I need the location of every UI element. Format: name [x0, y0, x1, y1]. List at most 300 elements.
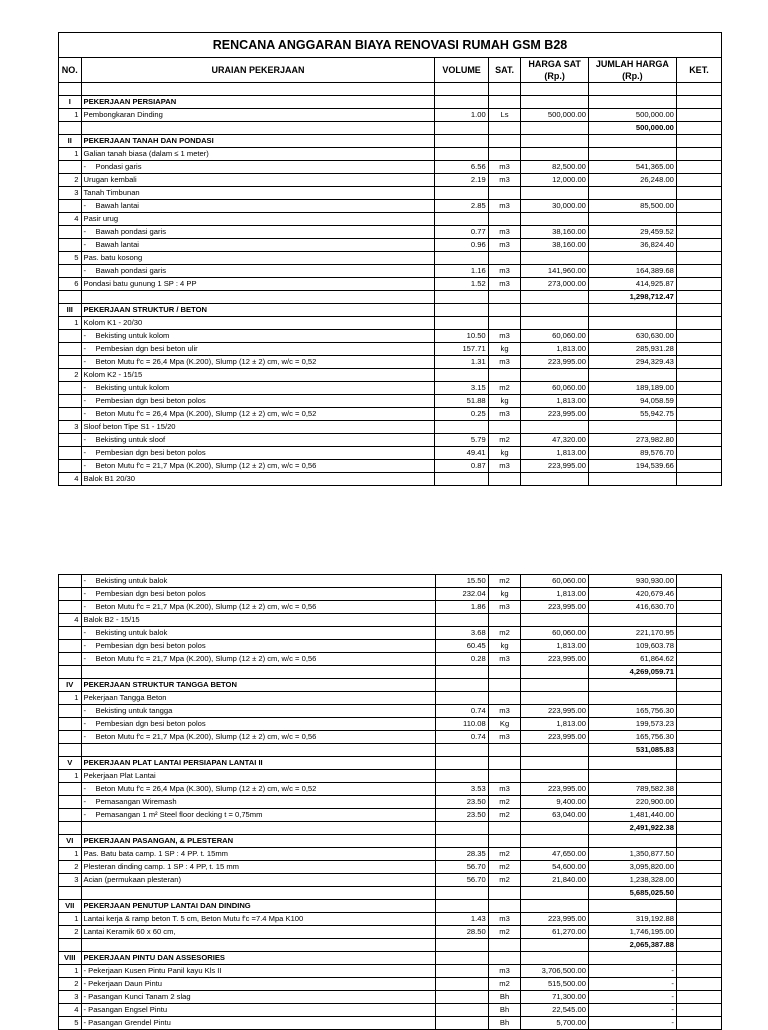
note-value: [676, 900, 721, 913]
unit-value: m3: [488, 653, 521, 666]
section-row: [59, 679, 722, 692]
total-price-value: [588, 187, 676, 200]
row-number: [59, 434, 82, 447]
table-row: [59, 148, 722, 161]
bullet-dash: -: [83, 227, 87, 236]
empty-cell: [521, 83, 589, 96]
total-price-value: 1,481,440.00: [588, 809, 676, 822]
unit-price-value: 223,995.00: [521, 408, 589, 421]
total-price-value: 1,746,195.00: [588, 926, 676, 939]
note-value: [676, 848, 721, 861]
bullet-dash: -: [83, 654, 87, 663]
work-description: [81, 187, 435, 200]
note-value: [676, 757, 721, 770]
total-price-value: [588, 770, 676, 783]
unit-price-value: [521, 148, 589, 161]
unit-price-value: 60,060.00: [521, 627, 589, 640]
note-value: [676, 627, 721, 640]
work-description: [81, 1017, 435, 1030]
volume-value: 232.04: [435, 588, 488, 601]
work-description: [81, 653, 435, 666]
note-value: [676, 226, 721, 239]
row-number: [59, 356, 82, 369]
table-row: [59, 965, 722, 978]
note-value: [676, 148, 721, 161]
bullet-dash: -: [83, 706, 87, 715]
sub-item-row: [59, 330, 722, 343]
total-price-value: [588, 900, 676, 913]
note-value: [676, 343, 721, 356]
harga-sat-label: HARGA SAT: [528, 59, 581, 69]
sub-item-row: [59, 356, 722, 369]
unit-price-value: 223,995.00: [521, 356, 589, 369]
note-value: [676, 796, 721, 809]
unit-price-value: [521, 122, 589, 135]
work-description-text: - Pasangan Engsel Pintu: [83, 1005, 168, 1014]
work-description-text: Bekisting untuk balok: [95, 628, 168, 637]
unit-price-value: [521, 473, 589, 486]
volume-value: [435, 978, 488, 991]
sub-item-row: [59, 434, 722, 447]
unit-value: [488, 135, 521, 148]
subtotal-row: [59, 744, 722, 757]
note-value: [676, 278, 721, 291]
sub-item-row: [59, 705, 722, 718]
work-description-text: Beton Mutu f'c = 26,4 Mpa (K.200), Slump (12 ± 2) cm, w/c = 0,52: [95, 409, 317, 418]
total-price-value: 194,539.66: [588, 460, 676, 473]
volume-value: [435, 952, 488, 965]
row-number: [59, 161, 82, 174]
row-number: [59, 200, 82, 213]
section-row: [59, 952, 722, 965]
unit-price-value: 38,160.00: [521, 239, 589, 252]
volume-value: 28.35: [435, 848, 488, 861]
unit-value: m2: [488, 382, 521, 395]
volume-value: 1.43: [435, 913, 488, 926]
unit-price-value: 1,813.00: [521, 447, 589, 460]
bullet-dash: -: [83, 461, 87, 470]
table-row: [59, 317, 722, 330]
note-value: [676, 939, 721, 952]
unit-price-value: 63,040.00: [521, 809, 589, 822]
work-description: [81, 304, 435, 317]
work-description: [81, 991, 435, 1004]
unit-price-value: 1,813.00: [521, 588, 589, 601]
spacer-row: [59, 83, 722, 96]
unit-value: [488, 770, 521, 783]
subtotal-value: 2,065,387.88: [588, 939, 676, 952]
row-number: 3: [59, 421, 82, 434]
work-description: [81, 109, 435, 122]
work-description: [81, 575, 435, 588]
row-number: V: [59, 757, 82, 770]
work-description: [81, 408, 435, 421]
total-price-value: 109,603.78: [588, 640, 676, 653]
volume-value: 0.96: [435, 239, 488, 252]
unit-price-value: 1,813.00: [521, 343, 589, 356]
unit-value: [488, 757, 521, 770]
row-number: [59, 718, 82, 731]
unit-value: m3: [488, 601, 521, 614]
work-description-text: Beton Mutu f'c = 21,7 Mpa (K.200), Slump (12 ± 2) cm, w/c = 0,56: [95, 654, 317, 663]
sub-item-row: [59, 200, 722, 213]
unit-price-value: 223,995.00: [521, 913, 589, 926]
volume-value: [435, 291, 488, 304]
unit-value: m3: [488, 408, 521, 421]
unit-price-value: [521, 757, 589, 770]
unit-price-value: 60,060.00: [521, 330, 589, 343]
total-price-value: 220,900.00: [588, 796, 676, 809]
total-price-value: 414,925.87: [588, 278, 676, 291]
unit-value: [488, 369, 521, 382]
volume-value: [435, 1004, 488, 1017]
work-description: [81, 835, 435, 848]
table-row: [59, 278, 722, 291]
bullet-dash: -: [83, 435, 87, 444]
unit-price-value: [521, 744, 589, 757]
volume-value: 1.00: [435, 109, 488, 122]
total-price-value: 3,095,820.00: [588, 861, 676, 874]
work-description: [81, 96, 435, 109]
unit-price-value: [521, 421, 589, 434]
unit-value: [488, 291, 521, 304]
note-value: [676, 614, 721, 627]
note-value: [676, 109, 721, 122]
work-description: [81, 705, 435, 718]
note-value: [676, 978, 721, 991]
unit-price-value: 223,995.00: [521, 783, 589, 796]
volume-value: [435, 692, 488, 705]
unit-value: m3: [488, 265, 521, 278]
page-title: RENCANA ANGGARAN BIAYA RENOVASI RUMAH GSM B28: [59, 33, 722, 58]
work-description: [81, 278, 435, 291]
unit-value: [488, 473, 521, 486]
col-header-no: NO.: [59, 58, 82, 83]
unit-price-value: [521, 900, 589, 913]
row-number: [59, 796, 82, 809]
subtotal-value: 1,298,712.47: [588, 291, 676, 304]
total-price-value: [588, 692, 676, 705]
work-description: [81, 718, 435, 731]
note-value: [676, 122, 721, 135]
work-description: [81, 926, 435, 939]
volume-value: 3.68: [435, 627, 488, 640]
bullet-dash: -: [83, 448, 87, 457]
col-header-volume: VOLUME: [435, 58, 488, 83]
work-description: [81, 330, 435, 343]
row-number: 2: [59, 978, 82, 991]
work-description: [81, 913, 435, 926]
row-number: [59, 744, 82, 757]
jumlah-harga-unit: (Rp.): [622, 71, 643, 81]
work-description: [81, 627, 435, 640]
row-number: 1: [59, 692, 82, 705]
total-price-value: [588, 148, 676, 161]
sub-item-row: [59, 382, 722, 395]
volume-value: 51.88: [435, 395, 488, 408]
volume-value: [435, 96, 488, 109]
unit-price-value: [521, 187, 589, 200]
total-price-value: 89,576.70: [588, 447, 676, 460]
work-description: [81, 887, 435, 900]
volume-value: 0.74: [435, 705, 488, 718]
work-description-text: Pembesian dgn besi beton polos: [95, 641, 206, 650]
total-price-value: 189,189.00: [588, 382, 676, 395]
row-number: [59, 653, 82, 666]
total-price-value: [588, 304, 676, 317]
total-price-value: 26,248.00: [588, 174, 676, 187]
note-value: [676, 588, 721, 601]
table-row: [59, 187, 722, 200]
work-description: [81, 822, 435, 835]
row-number: 1: [59, 770, 82, 783]
unit-value: m3: [488, 226, 521, 239]
work-description-text: Plesteran dinding camp. 1 SP : 4 PP, t. 15 mm: [83, 862, 239, 871]
table-row: [59, 369, 722, 382]
rab-table-page-1: [58, 32, 722, 486]
volume-value: [435, 252, 488, 265]
row-number: 1: [59, 965, 82, 978]
bullet-dash: -: [83, 331, 87, 340]
total-price-value: 319,192.88: [588, 913, 676, 926]
row-number: 2: [59, 174, 82, 187]
total-price-value: [588, 213, 676, 226]
note-value: [676, 369, 721, 382]
work-description: [81, 395, 435, 408]
table-row: [59, 848, 722, 861]
unit-price-value: [521, 304, 589, 317]
work-description: [81, 861, 435, 874]
row-number: 1: [59, 109, 82, 122]
sub-item-row: [59, 343, 722, 356]
volume-value: [435, 965, 488, 978]
unit-value: m2: [488, 861, 521, 874]
work-description-text: Lantai kerja & ramp beton T. 5 cm, Beton Mutu f'c =7.4 Mpa K100: [83, 914, 304, 923]
volume-value: 0.77: [435, 226, 488, 239]
bullet-dash: -: [83, 810, 87, 819]
total-price-value: 789,582.38: [588, 783, 676, 796]
work-description-text: - Pasangan Grendel Pintu: [83, 1018, 171, 1027]
work-description: [81, 1004, 435, 1017]
note-value: [676, 770, 721, 783]
work-description: [81, 601, 435, 614]
work-description: [81, 640, 435, 653]
work-description-text: Pembesian dgn besi beton ulir: [95, 344, 198, 353]
empty-cell: [59, 83, 82, 96]
work-description: [81, 343, 435, 356]
table-row: [59, 473, 722, 486]
work-description-text: Pondasi batu gunung 1 SP : 4 PP: [83, 279, 197, 288]
bullet-dash: -: [83, 576, 87, 585]
total-price-value: 1,350,877.50: [588, 848, 676, 861]
table-row: [59, 252, 722, 265]
total-price-value: 36,824.40: [588, 239, 676, 252]
work-description-text: Pemasangan Wiremash: [95, 797, 177, 806]
total-price-value: [588, 614, 676, 627]
note-value: [676, 200, 721, 213]
work-description-text: Bekisting untuk kolom: [95, 331, 170, 340]
row-number: [59, 291, 82, 304]
harga-sat-unit: (Rp.): [544, 71, 565, 81]
unit-price-value: [521, 679, 589, 692]
section-row: [59, 304, 722, 317]
note-value: [676, 965, 721, 978]
work-description-text: Beton Mutu f'c = 26,4 Mpa (K.300), Slump (12 ± 2) cm, w/c = 0,52: [95, 784, 317, 793]
note-value: [676, 718, 721, 731]
sub-item-row: [59, 588, 722, 601]
note-value: [676, 991, 721, 1004]
work-description-text: Bawah pondasi garis: [95, 266, 166, 275]
unit-value: m2: [488, 627, 521, 640]
total-price-value: [588, 96, 676, 109]
unit-value: [488, 887, 521, 900]
work-description: [81, 369, 435, 382]
unit-price-value: 1,813.00: [521, 640, 589, 653]
bullet-dash: -: [83, 383, 87, 392]
section-row: [59, 757, 722, 770]
bullet-dash: -: [83, 266, 87, 275]
volume-value: 2.19: [435, 174, 488, 187]
work-description: [81, 796, 435, 809]
row-number: [59, 601, 82, 614]
note-value: [676, 809, 721, 822]
bullet-dash: -: [83, 602, 87, 611]
unit-price-value: [521, 135, 589, 148]
work-description-text: Beton Mutu f'c = 21,7 Mpa (K.200), Slump (12 ± 2) cm, w/c = 0,56: [95, 732, 317, 741]
note-value: [676, 653, 721, 666]
work-description: [81, 382, 435, 395]
subtotal-row: [59, 939, 722, 952]
col-header-ket: KET.: [676, 58, 721, 83]
empty-cell: [81, 83, 435, 96]
unit-value: m3: [488, 705, 521, 718]
volume-value: 5.79: [435, 434, 488, 447]
table-row: [59, 1004, 722, 1017]
note-value: [676, 96, 721, 109]
work-description-text: PEKERJAAN STRUKTUR TANGGA BETON: [83, 680, 237, 689]
row-number: [59, 627, 82, 640]
volume-value: [435, 421, 488, 434]
work-description-text: Pembongkaran Dinding: [83, 110, 163, 119]
work-description: [81, 939, 435, 952]
total-price-value: 930,930.00: [588, 575, 676, 588]
volume-value: [435, 887, 488, 900]
work-description: [81, 356, 435, 369]
col-header-harga-sat: [521, 58, 589, 83]
volume-value: [435, 822, 488, 835]
work-description-text: Bekisting untuk balok: [95, 576, 168, 585]
unit-price-value: 1,813.00: [521, 395, 589, 408]
work-description: [81, 614, 435, 627]
col-header-uraian: URAIAN PEKERJAAN: [81, 58, 435, 83]
unit-value: [488, 692, 521, 705]
volume-value: 2.85: [435, 200, 488, 213]
row-number: 4: [59, 614, 82, 627]
unit-price-value: [521, 252, 589, 265]
sub-item-row: [59, 265, 722, 278]
table-row: [59, 978, 722, 991]
unit-price-value: 141,960.00: [521, 265, 589, 278]
unit-price-value: 47,650.00: [521, 848, 589, 861]
sub-item-row: [59, 640, 722, 653]
total-price-value: 164,389.68: [588, 265, 676, 278]
volume-value: 23.50: [435, 809, 488, 822]
unit-value: Bh: [488, 991, 521, 1004]
sub-item-row: [59, 627, 722, 640]
unit-price-value: [521, 770, 589, 783]
bullet-dash: -: [83, 357, 87, 366]
work-description: [81, 148, 435, 161]
note-value: [676, 447, 721, 460]
note-value: [676, 291, 721, 304]
unit-price-value: 500,000.00: [521, 109, 589, 122]
work-description: [81, 239, 435, 252]
work-description: [81, 588, 435, 601]
row-number: 1: [59, 913, 82, 926]
note-value: [676, 744, 721, 757]
note-value: [676, 460, 721, 473]
unit-value: m3: [488, 731, 521, 744]
volume-value: 0.87: [435, 460, 488, 473]
unit-value: m2: [488, 874, 521, 887]
total-price-value: [588, 757, 676, 770]
row-number: 1: [59, 317, 82, 330]
unit-value: [488, 187, 521, 200]
note-value: [676, 174, 721, 187]
work-description-text: Pas. Batu bata camp. 1 SP : 4 PP. t. 15mm: [83, 849, 228, 858]
note-value: [676, 952, 721, 965]
sub-item-row: [59, 161, 722, 174]
unit-price-value: 223,995.00: [521, 653, 589, 666]
unit-price-value: 30,000.00: [521, 200, 589, 213]
total-price-value: 420,679.46: [588, 588, 676, 601]
unit-value: m3: [488, 174, 521, 187]
total-price-value: 29,459.52: [588, 226, 676, 239]
unit-price-value: [521, 96, 589, 109]
work-description-text: PEKERJAAN PLAT LANTAI PERSIAPAN LANTAI II: [83, 758, 263, 767]
section-row: [59, 835, 722, 848]
unit-price-value: 223,995.00: [521, 460, 589, 473]
total-price-value: [588, 421, 676, 434]
unit-price-value: 3,706,500.00: [521, 965, 589, 978]
work-description: [81, 770, 435, 783]
work-description-text: Bawah lantai: [95, 201, 139, 210]
volume-value: [435, 991, 488, 1004]
table-row: [59, 213, 722, 226]
volume-value: 0.25: [435, 408, 488, 421]
row-number: IV: [59, 679, 82, 692]
volume-value: [435, 835, 488, 848]
total-price-value: 630,630.00: [588, 330, 676, 343]
row-number: [59, 226, 82, 239]
unit-value: Bh: [488, 1004, 521, 1017]
unit-price-value: 22,545.00: [521, 1004, 589, 1017]
sub-item-row: [59, 796, 722, 809]
volume-value: 1.52: [435, 278, 488, 291]
unit-price-value: 223,995.00: [521, 601, 589, 614]
table-row: [59, 913, 722, 926]
work-description-text: Urugan kembali: [83, 175, 137, 184]
sub-item-row: [59, 809, 722, 822]
bullet-dash: -: [83, 409, 87, 418]
unit-price-value: [521, 213, 589, 226]
subtotal-row: [59, 822, 722, 835]
work-description-text: - Pekerjaan Daun Pintu: [83, 979, 163, 988]
volume-value: 0.28: [435, 653, 488, 666]
work-description-text: PEKERJAAN PENUTUP LANTAI DAN DINDING: [83, 901, 251, 910]
volume-value: 56.70: [435, 861, 488, 874]
subtotal-value: 5,685,025.50: [588, 887, 676, 900]
